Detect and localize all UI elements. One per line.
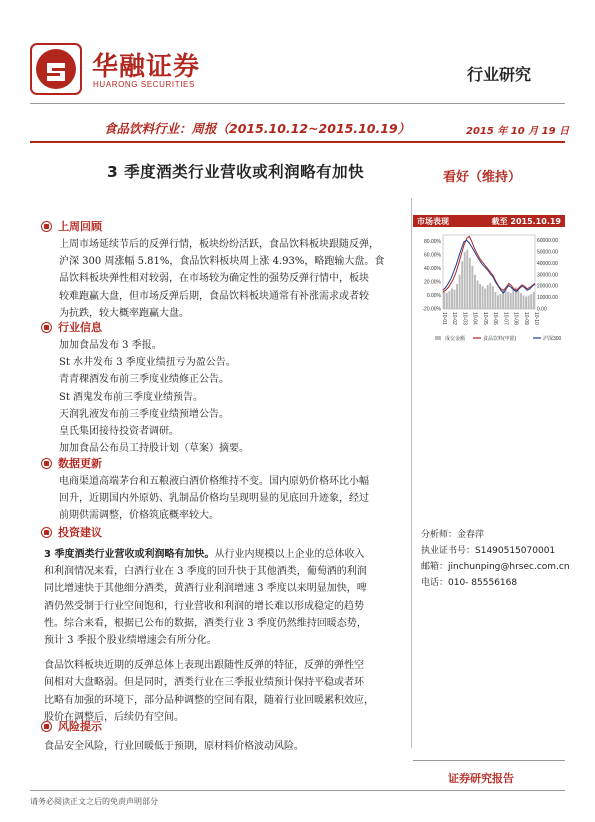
analyst-info (421, 527, 570, 591)
paragraph-line: 回升，近期国内外原奶、乳制品价格均呈现明显的见底回升迹象，经过 (59, 493, 369, 505)
company-name-cn: 华融证券 (92, 52, 201, 82)
y-right-tick-label: 20000.00 (537, 283, 558, 290)
column-divider (411, 198, 412, 748)
footer-bottom-divider (30, 790, 565, 791)
paragraph-line: 酒仍然受制于行业空间饱和，行业营收和利润的增长难以形成稳定的趋势 (44, 600, 364, 612)
volume-bar (464, 252, 466, 309)
paragraph-line: 间相对大盘略弱。但是同时，酒类行业在三季报业绩预计保持平稳或者环 (44, 677, 364, 689)
volume-bar (474, 275, 476, 309)
y-right-tick-label: 30000.00 (537, 272, 558, 279)
volume-bar (520, 293, 522, 309)
header-divider (30, 103, 565, 104)
analyst-name: 分析师：金春萍 (421, 530, 485, 540)
volume-bar (507, 292, 509, 309)
volume-bar (525, 296, 527, 309)
y-right-tick-label: 10000.00 (537, 295, 558, 302)
advice-line: 从行业内规模以上企业的总体收入 (214, 549, 365, 560)
chart-header (413, 215, 565, 227)
x-tick-label: 10-06 (492, 312, 499, 325)
volume-bar (451, 289, 453, 309)
section-heading: 行业信息 (58, 321, 102, 334)
logo-emblem-icon (30, 43, 82, 95)
volume-bar (471, 266, 473, 309)
y-right-tick-label: 50000.00 (537, 249, 558, 256)
analyst-license: 执业证书号：S1490515070001 (421, 546, 556, 556)
volume-bar (448, 291, 450, 309)
rating-badge: 看好（维持） (443, 170, 522, 185)
legend-label: 成交金额 (445, 336, 466, 342)
section-risk (41, 718, 401, 755)
paragraph-line: 品饮料板块弹性相对较弱，在市场较为确定性的强势反弹行情中，板块 (59, 273, 369, 285)
volume-bar (454, 290, 456, 309)
x-tick-label: 10-01 (441, 312, 447, 325)
volume-bar (517, 291, 519, 309)
legend-label: 食品饮料(申银) (483, 336, 517, 342)
volume-bar (528, 295, 530, 309)
volume-bar (502, 291, 504, 309)
paragraph-line: 和利润情况来看，白酒行业在 3 季度的回升快于其他酒类，葡萄酒的利润 (44, 566, 367, 578)
paragraph-line: 较难跑赢大盘，但市场反弹后期，食品饮料板块通常有补涨需求或者较 (59, 290, 369, 302)
paragraph-line: 食品饮料板块近期的反弹总体上表现出跟随性反弹的特征，反弹的弹性空 (44, 660, 364, 672)
chart-svg (413, 229, 565, 349)
volume-bar (443, 292, 445, 309)
volume-bar (492, 286, 494, 309)
x-tick-label: 10-08 (512, 312, 519, 325)
volume-bar (494, 292, 496, 309)
x-tick-label: 10-05 (481, 312, 488, 325)
advice-lead: 3 季度酒类行业营收或利润略有加快。 (44, 549, 215, 560)
section-heading: 数据更新 (58, 457, 102, 470)
footer-divider (413, 760, 565, 761)
page-title: 3 季度酒类行业营收或利润略有加快 (107, 163, 365, 181)
volume-bar (512, 290, 514, 309)
paragraph-line (44, 546, 401, 563)
analyst-phone: 电话：010- 85556168 (421, 578, 518, 588)
legend-swatch (435, 336, 441, 340)
volume-bar (497, 295, 499, 309)
section-bullet-icon (41, 221, 52, 232)
x-tick-label: 10-09 (522, 312, 529, 325)
volume-bar (484, 289, 486, 309)
x-tick-label: 10-10 (533, 312, 539, 325)
volume-bar (533, 292, 535, 309)
company-name-en: HUARONG SECURITIES (93, 80, 195, 89)
footer-disclaimer: 请务必阅读正文之后的免责声明部分 (30, 797, 158, 806)
analyst-email[interactable]: 邮箱：jinchunping@hrsec.com.cn (421, 562, 570, 572)
section-investment-advice (41, 524, 401, 726)
section-review (41, 218, 401, 322)
list-item: 天润乳液发布前三季度业绩预增公告。 (59, 408, 229, 420)
list-item: 皇氏集团接待投资者调研。 (59, 425, 179, 437)
market-performance-chart (413, 229, 565, 349)
section-bullet-icon (41, 458, 52, 469)
paragraph-line: 沪深 300 周涨幅 5.81%，食品饮料板块周上涨 4.93%，略跑输大盘。食 (59, 256, 385, 268)
section-industry-info (41, 319, 401, 457)
paragraph-line: 电商渠道高端茅台和五粮液白酒价格维持不变。国内原奶价格环比小幅 (59, 476, 369, 487)
chart-header-right: 截至 2015.10.19 (491, 216, 561, 226)
list-item: St 水井发布 3 季度业绩扭亏为盈公告。 (59, 357, 236, 369)
x-tick-label: 10-07 (502, 312, 509, 325)
y-right-tick-label: 40000.00 (537, 260, 558, 267)
y-left-tick-label: -20.00% (422, 306, 441, 313)
volume-bar (510, 293, 512, 309)
banner-underline (30, 141, 565, 143)
paragraph-line: 性。综合来看，根据已公布的数据，酒类行业 3 季度仍然维持回暖态势， (44, 617, 367, 629)
section-bullet-icon (41, 527, 52, 538)
paragraph-line: 预计 3 季报个股业绩增速会有所分化。 (44, 634, 217, 646)
volume-bar (530, 294, 532, 309)
volume-bar (459, 275, 461, 309)
volume-bar (446, 293, 448, 309)
volume-bar (456, 284, 458, 309)
y-left-tick-label: 60.00% (424, 252, 441, 259)
y-right-tick-label: 0.00 (537, 306, 547, 313)
volume-bar (477, 281, 479, 309)
y-left-tick-label: 20.00% (424, 279, 441, 286)
paragraph-line: 上周市场延续节后的反弹行情，板块纷纷活跃，食品饮料板块跟随反弹， (59, 239, 379, 250)
paragraph-line: 同比增速快于其他细分酒类，黄酒行业利润增速 3 季度以来明显加快，啤 (44, 583, 367, 595)
y-left-tick-label: 80.00% (424, 239, 441, 246)
x-tick-label: 10-03 (461, 312, 468, 325)
section-bullet-icon (41, 721, 52, 732)
volume-bar (466, 250, 468, 309)
list-item: 加加食品公布员工持股计划（草案）摘要。 (59, 443, 249, 455)
volume-bar (469, 258, 471, 309)
legend-label: 沪深300 (543, 336, 562, 342)
list-item: 青青稞酒发布前三季度业绩修正公告。 (59, 374, 229, 386)
volume-bar (500, 294, 502, 309)
paragraph-line: 食品安全风险，行业回暖低于预期，原材料价格波动风险。 (44, 741, 304, 752)
section-heading: 风险提示 (58, 720, 102, 733)
section-heading: 投资建议 (58, 526, 102, 539)
chart-header-left: 市场表现 (417, 216, 449, 226)
volume-bar (489, 283, 491, 309)
y-right-tick-label: 60000.00 (537, 238, 558, 245)
section-data-update (41, 455, 401, 525)
y-left-tick-label: 0.00% (426, 293, 441, 300)
report-date: 2015 年 10 月 19 日 (466, 126, 570, 137)
paragraph-line: 比略有加强的环境下，部分品种调整的空间有限，随着行业回暖累积效应， (44, 694, 374, 706)
report-type: 行业研究 (467, 65, 532, 84)
paragraph-line: 为抗跌，较大概率跑赢大盘。 (59, 307, 189, 319)
list-item: St 酒鬼发布前三季度业绩预告。 (59, 391, 204, 403)
x-tick-label: 10-02 (451, 312, 458, 325)
y-left-tick-label: 40.00% (424, 266, 441, 273)
volume-bar (461, 261, 463, 309)
section-heading: 上周回顾 (58, 220, 102, 233)
footer-report-label: 证券研究报告 (448, 772, 514, 785)
volume-bar (487, 285, 489, 309)
list-item: 加加食品发布 3 季报。 (59, 340, 162, 351)
volume-bar (479, 284, 481, 309)
report-series-title: 食品饮料行业：周报（2015.10.12~2015.10.19） (104, 121, 411, 136)
section-bullet-icon (41, 322, 52, 333)
x-tick-label: 10-04 (471, 312, 478, 325)
company-logo (30, 43, 82, 95)
paragraph-line: 前期供需调整，价格筑底概率较大。 (59, 510, 219, 522)
volume-bar (523, 295, 525, 309)
paragraph-line: 股价在调整后，后续仍有空间。 (44, 711, 184, 723)
volume-bar (482, 286, 484, 309)
